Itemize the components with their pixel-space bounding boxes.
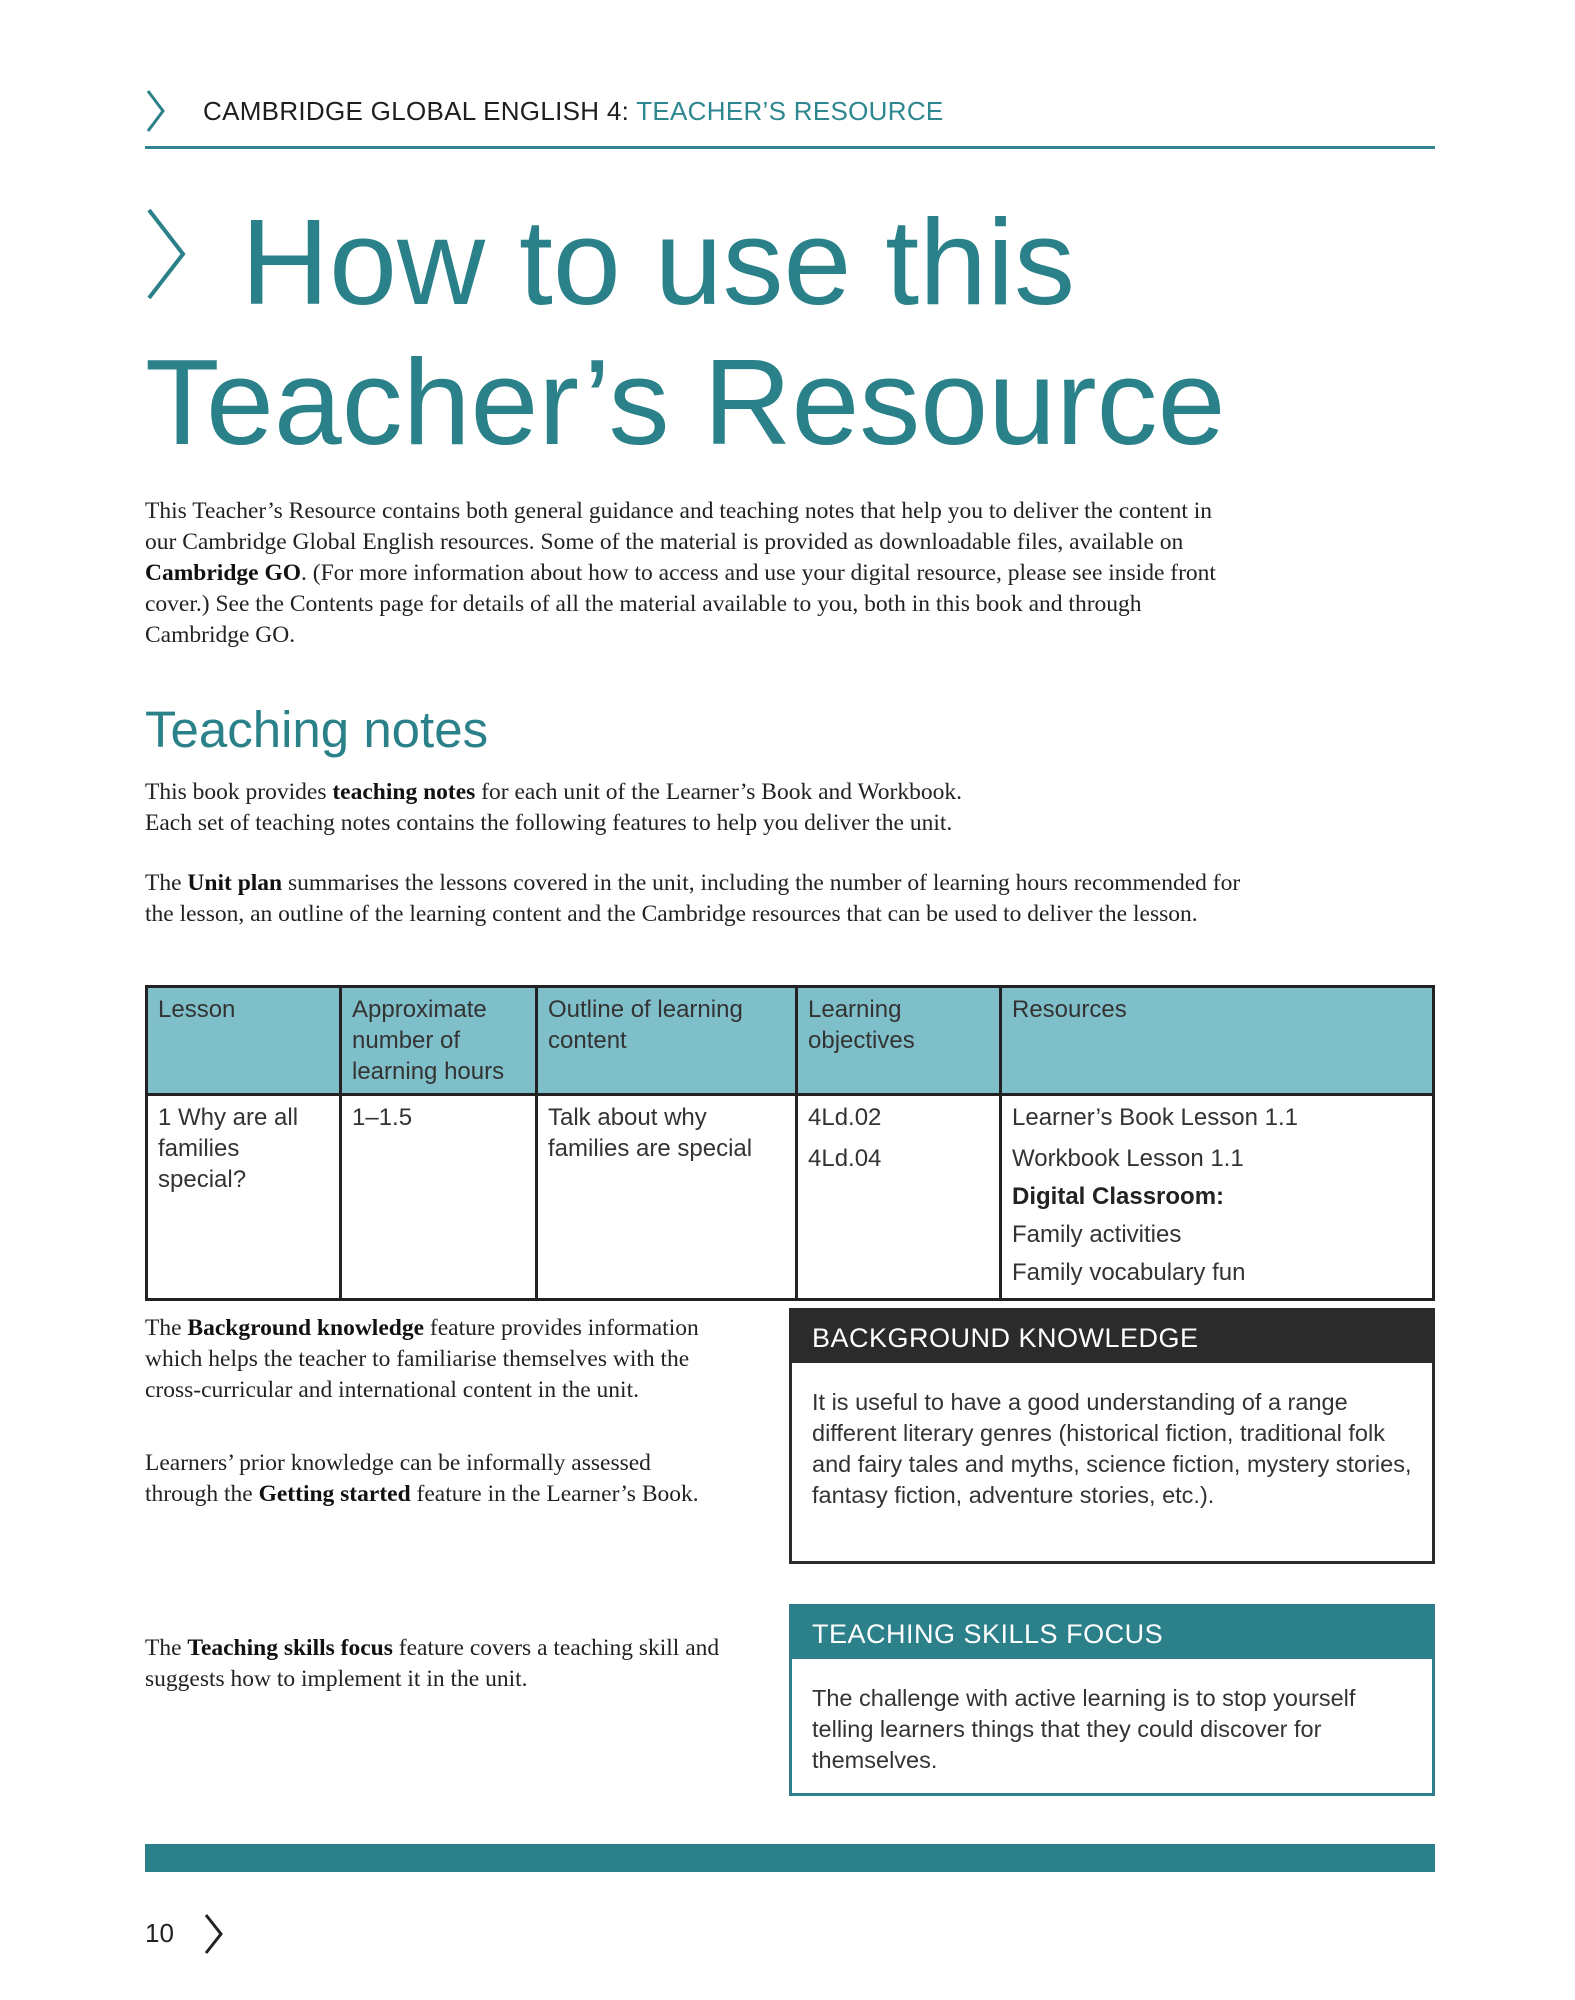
section-heading: Teaching notes <box>145 701 489 758</box>
resource-item: Workbook Lesson 1.1 <box>1012 1145 1244 1172</box>
chevron-right-icon <box>145 88 167 134</box>
table-header-cell: Lesson <box>147 987 341 1095</box>
page-title <box>145 192 1345 472</box>
hours-cell: 1–1.5 <box>341 1095 537 1300</box>
header-divider <box>145 146 1435 149</box>
unit-plan-table <box>145 985 1435 1301</box>
resource-item: Learner’s Book Lesson 1.1 <box>1012 1104 1298 1131</box>
table-header-cell: Learning objectives <box>797 987 1001 1095</box>
table-row <box>147 1095 1434 1300</box>
resource-item: Family activities <box>1012 1221 1182 1248</box>
chevron-right-icon <box>203 1912 225 1956</box>
resource-item: Family vocabulary fun <box>1012 1259 1246 1286</box>
background-knowledge-box <box>789 1308 1435 1564</box>
teaching-skills-focus-box <box>789 1604 1435 1796</box>
table-header-cell: Approximate number of learning hours <box>341 987 537 1095</box>
box-heading: TEACHING SKILLS FOCUS <box>792 1607 1432 1659</box>
resource-heading: Digital Classroom: <box>1012 1183 1225 1210</box>
chevron-right-icon <box>145 206 189 302</box>
table-header-cell: Outline of learning content <box>537 987 797 1095</box>
table-header-cell: Resources <box>1001 987 1434 1095</box>
book-title: CAMBRIDGE GLOBAL ENGLISH 4 <box>203 96 622 126</box>
objectives-cell <box>797 1095 1001 1300</box>
title-line-2: Teacher’s Resource <box>145 334 1226 470</box>
box-body: The challenge with active learning is to stop yourself telling learners things that they could discover for themselves. <box>812 1685 1356 1773</box>
box-heading: BACKGROUND KNOWLEDGE <box>792 1311 1432 1363</box>
background-paragraph: The Background knowledge feature provides information which helps the teacher to familiarise themselves with the cross-curricular and international content in the unit. <box>145 1315 699 1403</box>
objective-item: 4Ld.04 <box>808 1145 882 1172</box>
resources-cell <box>1001 1095 1434 1300</box>
objective-item: 4Ld.02 <box>808 1104 882 1131</box>
prior-knowledge-paragraph: Learners’ prior knowledge can be informally assessed through the Getting started feature in the Learner’s Book. <box>145 1450 699 1507</box>
teaching-skills-paragraph: The Teaching skills focus feature covers a teaching skill and suggests how to implement it in the unit. <box>145 1635 720 1692</box>
unit-plan-paragraph: The Unit plan summarises the lessons covered in the unit, including the number of learning hours recommended for the lesson, an outline of the learning content and the Cambridge resources that can be used to deliver the lesson. <box>145 870 1241 927</box>
footer-bar <box>145 1844 1435 1872</box>
resource-title: TEACHER’S RESOURCE <box>636 96 944 126</box>
table-header-row <box>147 987 1434 1095</box>
page-number: 10 <box>145 1918 174 1948</box>
running-header <box>145 88 1435 148</box>
box-body: It is useful to have a good understanding of a range different literary genres (historical fiction, traditional folk and fairy tales and myths, science fiction, mystery stories, fantasy fiction, adventure stories, etc.). <box>812 1389 1412 1508</box>
running-header-text: CAMBRIDGE GLOBAL ENGLISH 4: TEACHER’S RESOURCE <box>203 96 944 126</box>
intro-paragraph: This Teacher’s Resource contains both general guidance and teaching notes that help you to deliver the content in our Cambridge Global English resources. Some of the material is provided as downloadable files, available on Cambridge GO. (For more information about how to access and use your digital resource, please see inside front cover.) See the Contents page for details of all the material available to you, both in this book and through Cambridge GO. <box>145 498 1216 648</box>
teaching-notes-paragraph: This book provides teaching notes for each unit of the Learner’s Book and Workbook. Each set of teaching notes contains the following features to help you deliver the unit. <box>145 779 962 836</box>
lesson-cell: 1 Why are all families special? <box>147 1095 341 1300</box>
outline-cell: Talk about why families are special <box>537 1095 797 1300</box>
title-line-1: How to use this <box>241 194 1076 330</box>
